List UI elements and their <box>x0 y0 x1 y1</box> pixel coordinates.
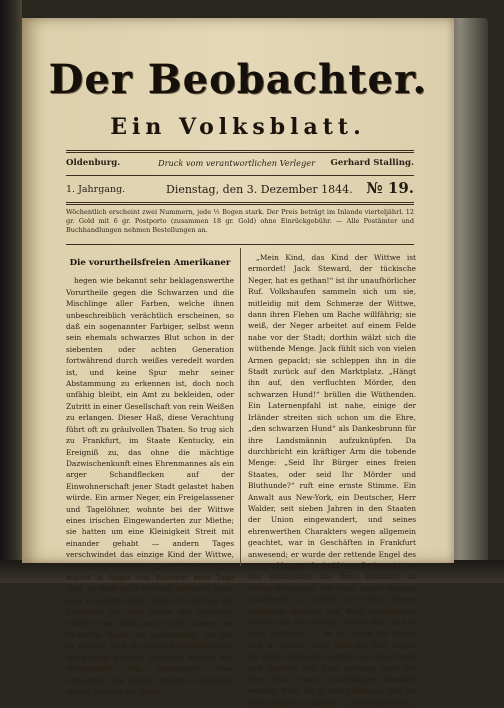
subscription-notice: Wöchentlich erscheint zwei Nummern, jede ½ Bogen stark. Der Preis beträgt im Inlande vierteljährl. 12 gr. Gold mit 6 gr. Postporto (zusammen 18 gr. Gold) ohne Einrückgebühr. — Alle Postämter und Buchhandlungen nehmen Bestellungen an. <box>66 208 414 234</box>
book-spine-left <box>0 0 22 583</box>
impressum-printer: Druck vom verantwortlichen Verleger <box>158 158 315 168</box>
impressum <box>66 158 414 172</box>
issue-date: Dienstag, den 3. Dezember 1844. <box>166 183 353 196</box>
issue-year: 1. Jahrgang. <box>66 184 126 195</box>
rule <box>66 204 414 205</box>
article-title: Die vorurtheilsfreien Amerikaner <box>69 258 231 268</box>
newspaper-page <box>22 18 454 707</box>
rule <box>66 152 414 153</box>
rule <box>66 175 414 176</box>
book-edge-right <box>448 18 488 563</box>
issue-number: № 19. <box>366 179 414 197</box>
article-column-right <box>248 252 416 707</box>
article-text-right: „Mein Kind, das Kind der Wittwe ist ermordet! Jack Steward, der tückische Neger, hat es gethan!“ ist ihr unaufhörlicher Ruf. Volkshaufen sammeln sich um sie, mitleidig mit dem Schmerze der Wittwe, dann ihren Flehen um Rache willfährig; sie weiß, der Neger arbeitet auf einem Felde nahe vor der Stadt; dorthin wälzt sich die wüthende Menge. Jack fühlt sich von vielen Armen gepackt; sie schleppen ihn in die Stadt zurück auf den Marktplatz. „Hängt ihn auf, den verfluchten Mörder, den schwarzen Hund!“ brüllen die Wüthenden. Ein Laternenpfahl ist nahe, einige der Irländer streiten sich schon um die Ehre, „den schwarzen Hund“ als Dankesbrunn für ihre Landsmännin aufzuknüpfen. Da durchbricht ein kräftiger Arm die tobende Menge: „Seid Ihr Bürger eines freien Staates, oder seid Ihr Mörder und Bluthunde?“ ruft eine ernste Stimme. Ein Anwalt aus New-York, ein Deutscher, Herr Walder, seit sieben Jahren in den Staaten der Union eingewandert, und seines ehrenwerthen Charakters wegen allgemein geachtet, war in Geschäften in Frankfurt anwesend; er wurde der rettende Engel des armen Negers. In kräftiger Rede zeigt er den Wüthenden, die ihren Blutdurst zu stillen verlangten, wie einer seiner eigenen Landsleute, so würde die wilde Menge blindlings stürmen und Wuth entbrennen, und als mit den Worten: „Tödtet ihn“, und er wird entfliehen — es ist, wenn die Sache sich so verhält, dann wird die Welt sagen: Im Staate Kentucky mordet man ohne Recht und Gericht! Soll Euer schönes Land mit dem Blute eines Unschuldigen besudelt werden, wollt Ihr es dahin bringen, daß die Recht walten zu lassen! — Die Menge wich <box>248 253 416 707</box>
impressum-publisher: Gerhard Stalling. <box>330 158 414 168</box>
article-text-left: hegen wie bekannt sehr beklagenswerthe Vorurtheile gegen die Schwarzen und die Mischlinge aller Farben, welche ihnen unbeschreiblich verächtlich erscheinen, so daß ein sogenannter Farbiger, selbst wenn sein ehemals schwarzes Blut schon in der siebenten oder achten Generation fortwährend durch weißes veredelt worden ist, und keine Spur mehr seiner Abstammung zu erkennen ist, doch noch unfähig bleibt, ein Amt zu bekleiden, oder Zutritt in einer Gesellschaft von rein Weißen zu erlangen. Dieser Haß, diese Verachtung führt oft zu gräulvollen Thaten. So trug sich zu Frankfurt, im Staate Kentucky, ein Ereigniß zu, das ohne die mächtige Dazwischenkunft eines Ehrenmannes als ein arger Schandflecken auf der Einwohnerschaft jener Stadt gelastet haben würde. Ein armer Neger, ein Freigelassener und Tagelöhner, wohnte bei der Wittwe eines irischen Eingewanderten zur Miethe; sie hatten um eine Kleinigkeit Streit mit einander gehabt — andern Tages verschwindet das einzige Kind der Wittwe, ein Knabe von vier Jahren. Die Wittwe wartet in Angst und Kummer zwei Tage lang, es blieb das Kind etwa verlaufen habe, aber es kehrte nicht zurück. Da fällt es wie Schuppen von den Augen der trostlosen Mutter: Dein Kind kommt nicht wieder, der tückische Neger hat es ermordet, um sich zu rächen! Und die ganze leidenschaftliche Wuth ihres irischen Stammes ergreift sie; wehklagend, das ergrauende Haar zerraufend, die Hände flatternd, durchläuft sie die Straßen der Stadt: <box>66 276 234 697</box>
impressum-place: Oldenburg. <box>66 158 121 168</box>
article-column-left <box>66 252 234 697</box>
masthead-subtitle: Ein Volksblatt. <box>110 114 366 140</box>
masthead-title: Der Beobachter. <box>48 56 428 103</box>
rule <box>66 202 414 203</box>
column-divider <box>240 248 241 566</box>
issue-line <box>66 180 414 200</box>
rule <box>66 244 414 245</box>
rule <box>66 150 414 151</box>
